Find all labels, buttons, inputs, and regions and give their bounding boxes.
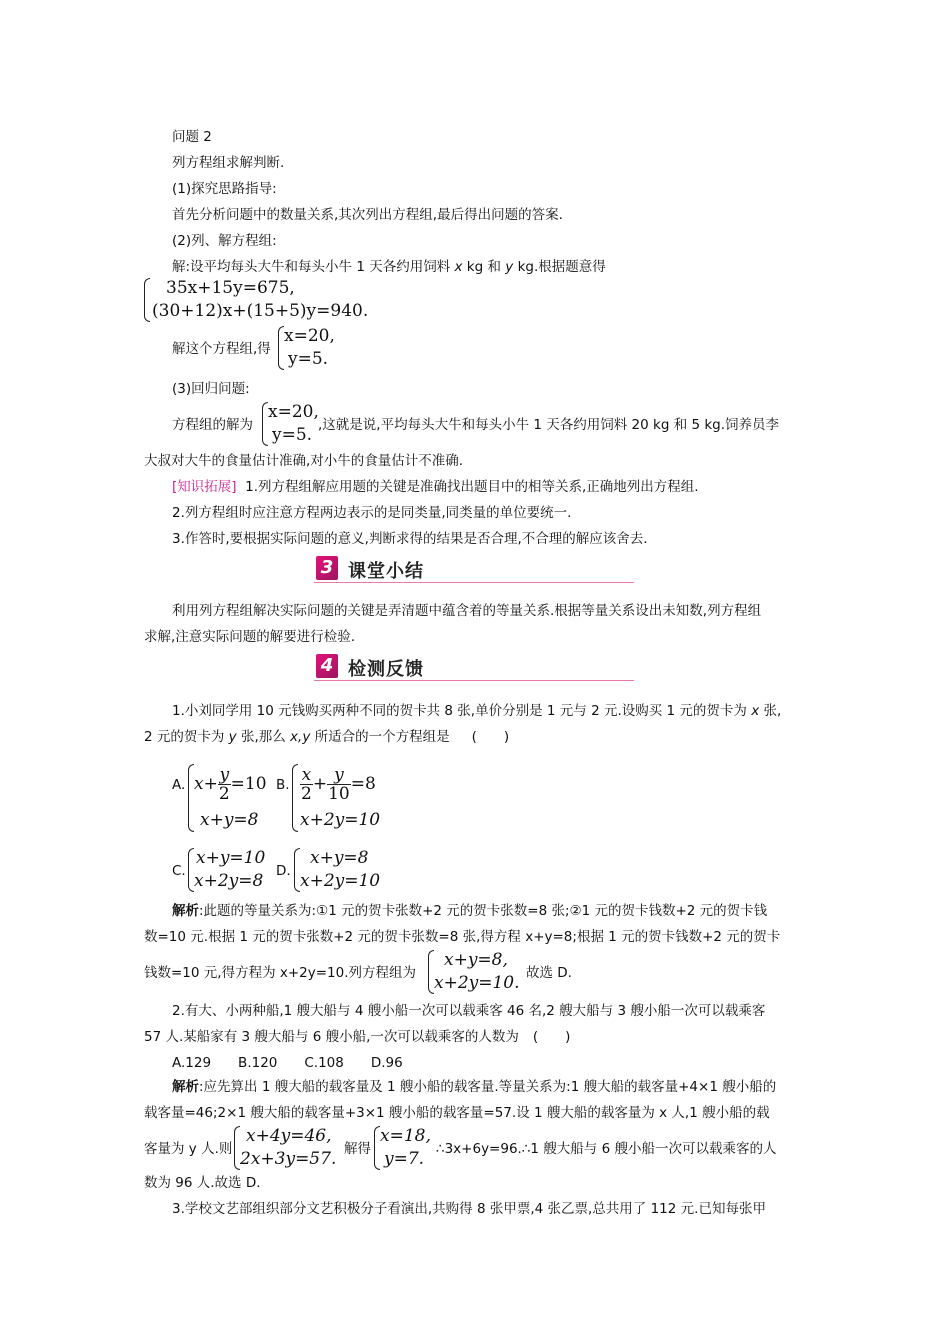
q1-option-d: x+y=8 x+2y=10 <box>294 846 394 894</box>
step3-label: (3)回归问题: <box>172 381 250 397</box>
q1-option-d-label: D. <box>276 863 291 879</box>
q3-line-1: 3.学校文艺部组织部分文艺积极分子看演出,共购得 8 张甲票,4 张乙票,总共用了 112 元.已知每张甲 <box>172 1201 766 1217</box>
solve-text: 解这个方程组,得 <box>172 341 271 357</box>
q1-option-a: x+ $\frac{y}{2}$ =10 x+y=8 <box>188 760 272 832</box>
answer-y: y=5. <box>272 425 313 445</box>
section-header-feedback <box>314 654 634 681</box>
section-title: 课堂小结 <box>348 561 424 582</box>
knowledge-point-3: 3.作答时,要根据实际问题的意义,判断求得的结果是否合理,不合理的解应该舍去. <box>172 531 648 547</box>
answer-x: x=20, <box>268 402 319 422</box>
section-number-badge: 3 <box>316 556 338 580</box>
q2-analysis-conclusion: ∴3x+6y=96.∴1 艘大船与 6 艘小船一次可以载乘客的人 <box>436 1141 777 1157</box>
answer-text: ,这就是说,平均每头大牛和每头小牛 1 天各约用饲料 20 kg 和 5 kg.饲养员李 <box>318 417 780 433</box>
step2-label: (2)列、解方程组: <box>172 233 277 249</box>
q1-line-1: 1.小刘同学用 10 元钱购买两种不同的贺卡共 8 张,单价分别是 1 元与 2 元.设购买 1 元的贺卡为 x 张, <box>172 703 782 719</box>
equation-system-main <box>144 276 384 324</box>
q1-option-b-label: B. <box>276 777 290 793</box>
equation-2: (30+12)x+(15+5)y=940. <box>152 301 369 321</box>
q2-solution-system: x=18, y=7. <box>374 1124 438 1172</box>
q1-option-a-label: A. <box>172 777 186 793</box>
q2-analysis-1: 解析:应先算出 1 艘大船的载客量及 1 艘小船的载客量.等量关系为:1 艘大船的载客量+4×1 艘小船的 <box>172 1079 777 1095</box>
step1-label: (1)探究思路指导: <box>172 181 277 197</box>
q1-option-b: $\frac{x}{2}$ + $\frac{y}{10}$ =8 x+2y=10 <box>292 760 392 832</box>
section-number-badge: 4 <box>316 654 338 678</box>
q2-analysis-system: x+4y=46, 2x+3y=57. <box>234 1124 340 1172</box>
solution-x: x=20, <box>284 326 335 346</box>
q1-analysis-2: 数=10 元.根据 1 元的贺卡张数+2 元的贺卡张数=8 张,得方程 x+y=8;根据 1 元的贺卡钱数+2 元的贺卡 <box>144 929 781 945</box>
q2-solve-label: 解得 <box>344 1141 371 1157</box>
q2-line-1: 2.有大、小两种船,1 艘大船与 4 艘小船一次可以载乘客 46 名,2 艘大船与 3 艘小船一次可以载乘客 <box>172 1003 766 1019</box>
knowledge-tag: [知识拓展] <box>172 479 237 495</box>
q2-line-2: 57 人.某船家有 3 艘大船与 6 艘小船,一次可以载乘客的人数为 ( ) <box>144 1029 571 1045</box>
answer-conclusion: 大叔对大牛的食量估计准确,对小牛的食量估计不准确. <box>144 453 464 469</box>
solution-y: y=5. <box>288 349 329 369</box>
q2-analysis-2: 载客量=46;2×1 艘大船的载客量+3×1 艘小船的载客量=57.设 1 艘大船的载客量为 x 人,1 艘小船的载 <box>144 1105 770 1121</box>
q1-analysis-3: 钱数=10 元,得方程为 x+2y=10.列方程组为 <box>144 965 417 981</box>
knowledge-point-2: 2.列方程组时应注意方程两边表示的是同类量,同类量的单位要统一. <box>172 505 572 521</box>
section-title: 检测反馈 <box>348 659 424 680</box>
q1-option-c: x+y=10 x+2y=8 <box>188 846 272 894</box>
q1-analysis-1: 解析:此题的等量关系为:①1 元的贺卡张数+2 元的贺卡张数=8 张;②1 元的贺卡钱数+2 元的贺卡钱 <box>172 903 768 919</box>
q1-analysis-system: x+y=8, x+2y=10. <box>428 948 520 996</box>
problem-heading: 问题 2 <box>172 129 212 145</box>
q1-answer: 故选 D. <box>526 965 572 981</box>
section-header-summary <box>314 556 634 583</box>
problem-intro: 列方程组求解判断. <box>172 155 285 171</box>
step1-text: 首先分析问题中的数量关系,其次列出方程组,最后得出问题的答案. <box>172 207 563 223</box>
q2-analysis-4: 数为 96 人.故选 D. <box>144 1175 261 1191</box>
knowledge-point-1: [知识拓展] 1.列方程组解应用题的关键是准确找出题目中的相等关系,正确地列出方程组. <box>172 479 699 495</box>
answer-prefix: 方程组的解为 <box>172 417 253 433</box>
q1-option-c-label: C. <box>172 863 186 879</box>
solution-system <box>278 324 358 372</box>
equation-1: 35x+15y=675, <box>166 278 295 298</box>
solution-setup: 解:设平均每头大牛和每头小牛 1 天各约用饲料 x kg 和 y kg.根据题意得 <box>172 259 606 275</box>
q1-line-2: 2 元的贺卡为 y 张,那么 x,y 所适合的一个方程组是 ( ) <box>144 729 510 745</box>
summary-text-1: 利用列方程组解决实际问题的关键是弄清题中蕴含着的等量关系.根据等量关系设出未知数,列方程组 <box>172 603 762 619</box>
q2-options: A.129 B.120 C.108 D.96 <box>172 1055 403 1071</box>
summary-text-2: 求解,注意实际问题的解要进行检验. <box>144 629 356 645</box>
q2-analysis-3: 客量为 y 人.则 <box>144 1141 233 1157</box>
